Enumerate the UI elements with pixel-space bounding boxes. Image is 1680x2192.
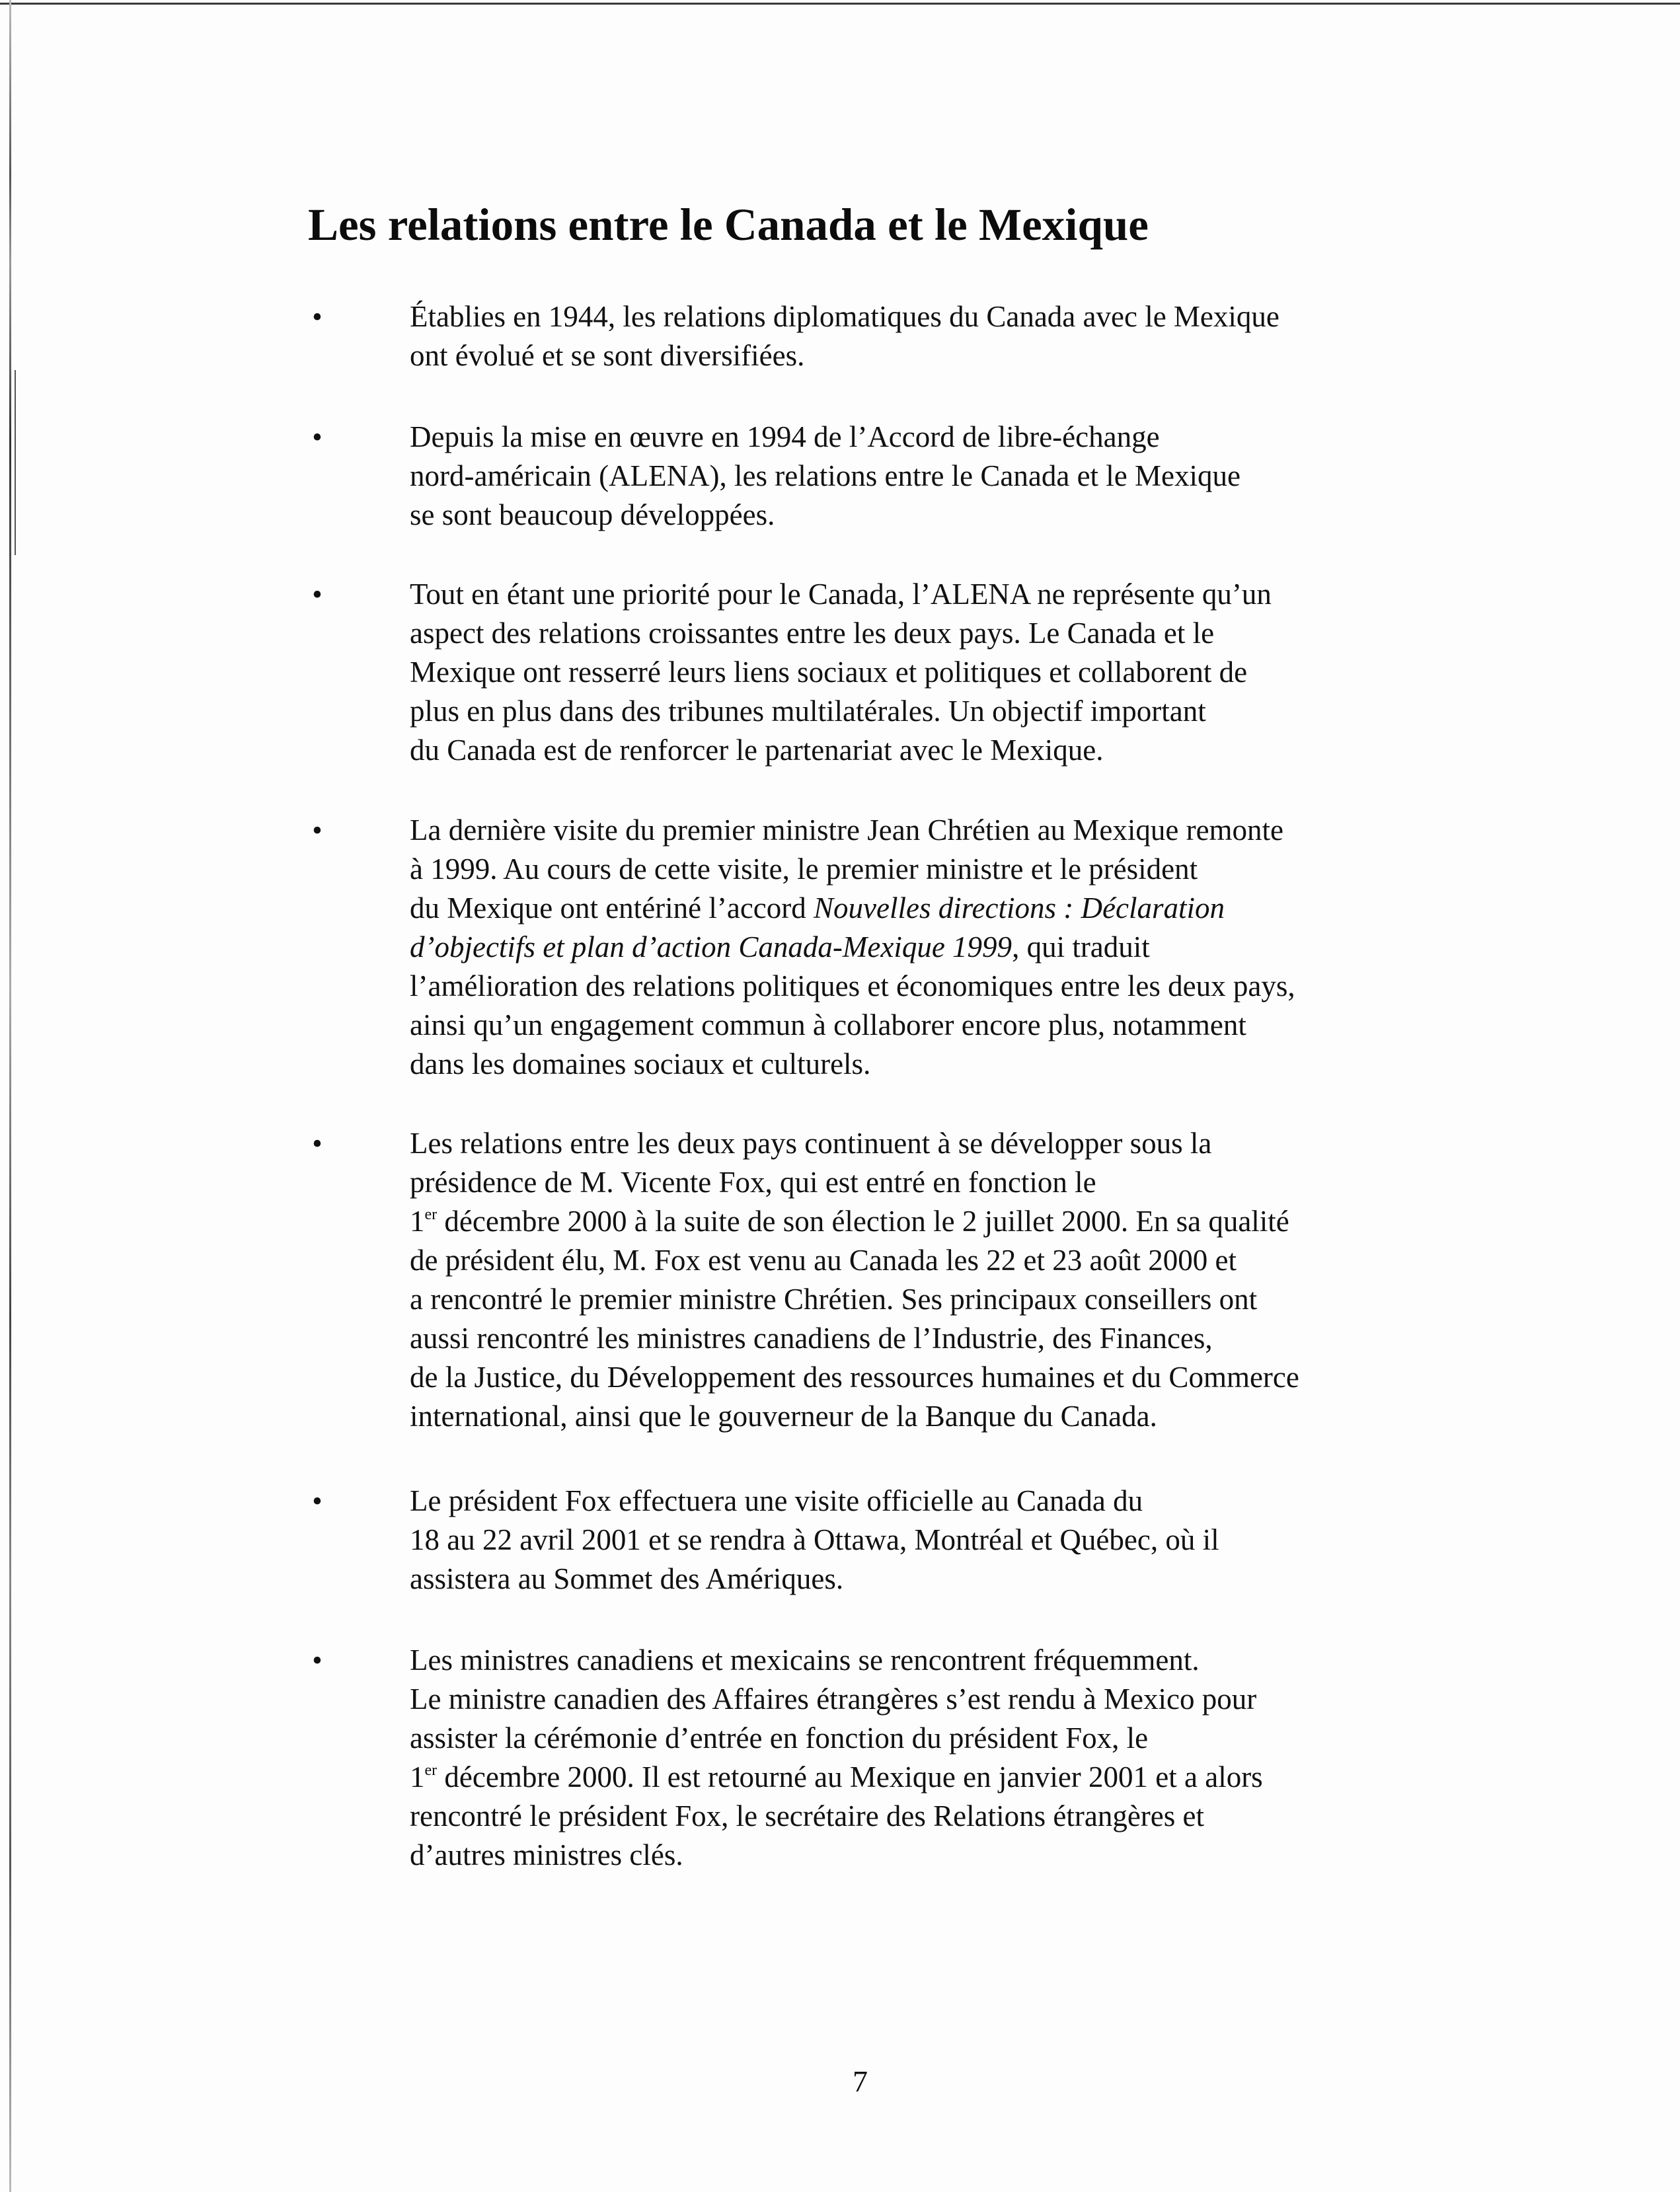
ordinal-superscript: er — [424, 1762, 438, 1779]
bullet-icon: • — [312, 1127, 323, 1160]
page-title: Les relations entre le Canada et le Mexique — [308, 200, 1149, 250]
text-line: La dernière visite du premier ministre Jean Chrétien au Mexique remonte — [410, 813, 1284, 847]
italic-title-run: Nouvelles directions : Déclaration — [814, 891, 1225, 925]
text-line: nord-américain (ALENA), les relations entre le Canada et le Mexique — [410, 459, 1241, 492]
text-line: de la Justice, du Développement des ressources humaines et du Commerce — [410, 1361, 1299, 1394]
text-line: à 1999. Au cours de cette visite, le premier ministre et le président — [410, 852, 1198, 886]
bullet-icon: • — [312, 814, 323, 847]
text-line — [410, 1758, 1263, 1797]
bullet-icon: • — [312, 578, 323, 611]
bullet-paragraph — [410, 575, 1272, 770]
text-line: Tout en étant une priorité pour le Canada, l’ALENA ne représente qu’un — [410, 578, 1272, 611]
scan-top-edge-line — [0, 3, 1680, 5]
bullet-paragraph — [410, 1124, 1299, 1436]
text-line: Les ministres canadiens et mexicains se rencontrent fréquemment. — [410, 1644, 1200, 1677]
text-line: international, ainsi que le gouverneur de la Banque du Canada. — [410, 1400, 1157, 1433]
italic-title-run: d’objectifs et plan d’action Canada-Mexique 1999 — [410, 930, 1012, 964]
page-number: 7 — [853, 2064, 868, 2098]
text-run: du Mexique ont entériné l’accord — [410, 891, 814, 925]
text-line — [410, 928, 1295, 967]
text-line — [410, 1202, 1299, 1241]
text-line: rencontré le président Fox, le secrétaire des Relations étrangères et — [410, 1799, 1204, 1833]
text-line: Le président Fox effectuera une visite officielle au Canada du — [410, 1484, 1143, 1517]
bullet-paragraph — [410, 1641, 1263, 1875]
bullet-paragraph — [410, 1482, 1219, 1599]
text-run: , qui traduit — [1012, 930, 1150, 964]
ordinal-superscript: er — [424, 1206, 438, 1223]
text-line: aspect des relations croissantes entre les deux pays. Le Canada et le — [410, 617, 1215, 650]
text-line: l’amélioration des relations politiques et économiques entre les deux pays, — [410, 969, 1295, 1002]
scan-left-edge-line — [9, 0, 11, 2192]
bullet-paragraph — [410, 418, 1241, 535]
text-run: 1 — [410, 1205, 425, 1238]
text-line: 18 au 22 avril 2001 et se rendra à Ottawa, Montréal et Québec, où il — [410, 1523, 1219, 1556]
bullet-icon: • — [312, 1644, 323, 1677]
text-line: Mexique ont resserré leurs liens sociaux et politiques et collaborent de — [410, 656, 1248, 689]
text-line: plus en plus dans des tribunes multilatérales. Un objectif important — [410, 695, 1206, 728]
text-line: de président élu, M. Fox est venu au Canada les 22 et 23 août 2000 et — [410, 1244, 1237, 1277]
bullet-paragraph — [410, 811, 1295, 1084]
text-line: Le ministre canadien des Affaires étrangères s’est rendu à Mexico pour — [410, 1682, 1257, 1716]
bullet-icon: • — [312, 421, 323, 453]
text-line: ainsi qu’un engagement commun à collaborer encore plus, notamment — [410, 1008, 1246, 1041]
text-line: assister la cérémonie d’entrée en fonction du président Fox, le — [410, 1721, 1149, 1755]
text-line: aussi rencontré les ministres canadiens de l’Industrie, des Finances, — [410, 1322, 1213, 1355]
text-run: décembre 2000. Il est retourné au Mexique en janvier 2001 et a alors — [437, 1760, 1263, 1794]
bullet-icon: • — [312, 1485, 323, 1517]
bullet-paragraph — [410, 297, 1279, 375]
scan-left-edge-mark — [15, 370, 16, 555]
text-line: d’autres ministres clés. — [410, 1838, 683, 1871]
text-line: Les relations entre les deux pays continuent à se développer sous la — [410, 1127, 1212, 1160]
text-line: assistera au Sommet des Amériques. — [410, 1562, 844, 1595]
text-line: Établies en 1944, les relations diplomatiques du Canada avec le Mexique — [410, 300, 1279, 333]
text-run: décembre 2000 à la suite de son élection le 2 juillet 2000. En sa qualité — [437, 1205, 1289, 1238]
text-line: dans les domaines sociaux et culturels. — [410, 1047, 871, 1080]
text-line: présidence de M. Vicente Fox, qui est entré en fonction le — [410, 1166, 1096, 1199]
text-line: ont évolué et se sont diversifiées. — [410, 339, 805, 372]
text-line — [410, 889, 1295, 928]
bullet-icon: • — [312, 301, 323, 333]
text-run: 1 — [410, 1760, 425, 1794]
text-line: se sont beaucoup développées. — [410, 498, 775, 531]
text-line: Depuis la mise en œuvre en 1994 de l’Accord de libre-échange — [410, 420, 1160, 453]
text-line: du Canada est de renforcer le partenariat avec le Mexique. — [410, 734, 1104, 767]
text-line: a rencontré le premier ministre Chrétien. Ses principaux conseillers ont — [410, 1283, 1258, 1316]
